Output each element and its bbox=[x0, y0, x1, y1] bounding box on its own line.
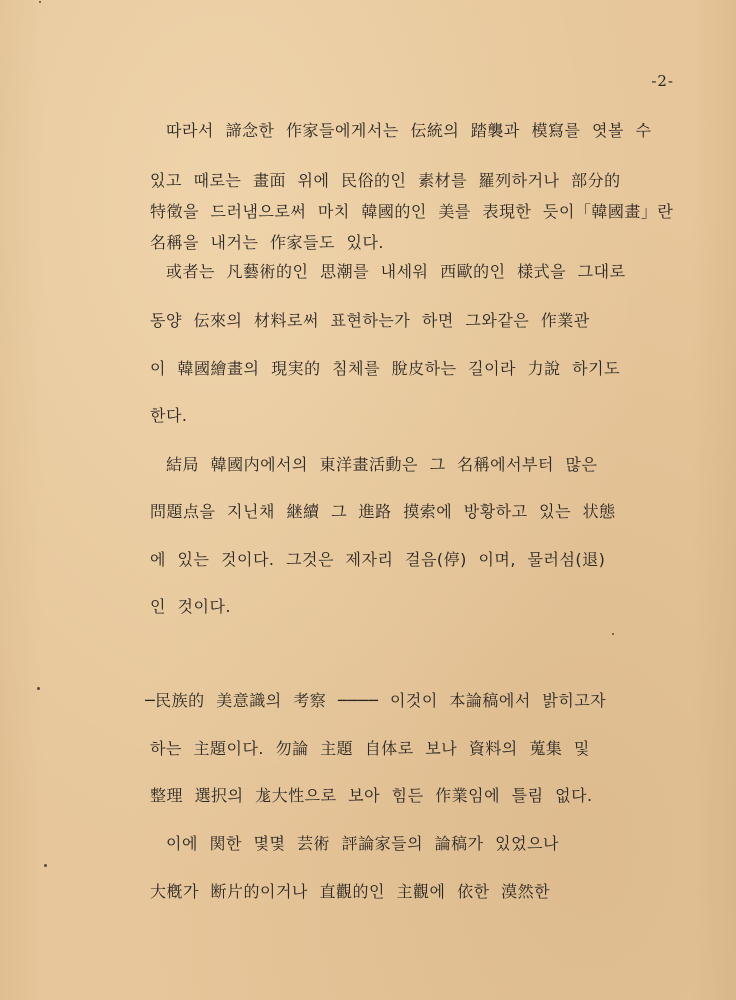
text-line: 이에 関한 몇몇 芸術 評論家들의 論稿가 있었으나 bbox=[166, 834, 559, 853]
text-line: 에 있는 것이다. 그것은 제자리 걸음(停) 이며, 물러섬(退) bbox=[150, 550, 606, 569]
text-line: 整理 選択의 尨大性으로 보아 힘든 作業임에 틀림 없다. bbox=[150, 786, 593, 805]
text-line: 名稱을 내거는 作家들도 있다. bbox=[150, 233, 384, 252]
text-line: 大槪가 断片的이거나 直觀的인 主觀에 依한 漠然한 bbox=[150, 882, 551, 901]
text-line: 特徵을 드러냄으로써 마치 韓國的인 美를 表現한 듯이「韓國畫」란 bbox=[150, 202, 674, 221]
paper-speck bbox=[37, 687, 40, 690]
page-number: -2- bbox=[651, 72, 674, 90]
text-line: 인 것이다. bbox=[150, 597, 231, 616]
text-line: 結局 韓國内에서의 東洋畫活動은 그 名稱에서부터 많은 bbox=[166, 455, 598, 474]
text-line: 問題点을 지닌채 継續 그 進路 摸索에 방황하고 있는 状態 bbox=[150, 502, 616, 521]
text-line: 한다. bbox=[150, 406, 188, 425]
paper-speck bbox=[39, 1, 41, 3]
text-line: 하는 主題이다. 勿論 主題 自体로 보나 資料의 蒐集 및 bbox=[150, 739, 590, 758]
text-line: 동양 伝來의 材料로써 표현하는가 하면 그와같은 作業관 bbox=[150, 311, 590, 330]
text-line: 이 韓國繪畫의 現実的 침체를 脫皮하는 길이라 力說 하기도 bbox=[150, 359, 621, 378]
text-line: ─民族的 美意識의 考察 ──── 이것이 本論稿에서 밝히고자 bbox=[145, 691, 607, 710]
text-line: 或者는 凡藝術的인 思潮를 내세워 西歐的인 樣式을 그대로 bbox=[166, 262, 626, 281]
paper-speck bbox=[612, 633, 614, 635]
text-line: 따라서 諦念한 作家들에게서는 伝統의 踏襲과 模寫를 엿볼 수 bbox=[166, 121, 652, 140]
text-line: 있고 때로는 畫面 위에 民俗的인 素材를 羅列하거나 部分的 bbox=[150, 171, 621, 190]
paper-speck bbox=[44, 864, 47, 867]
